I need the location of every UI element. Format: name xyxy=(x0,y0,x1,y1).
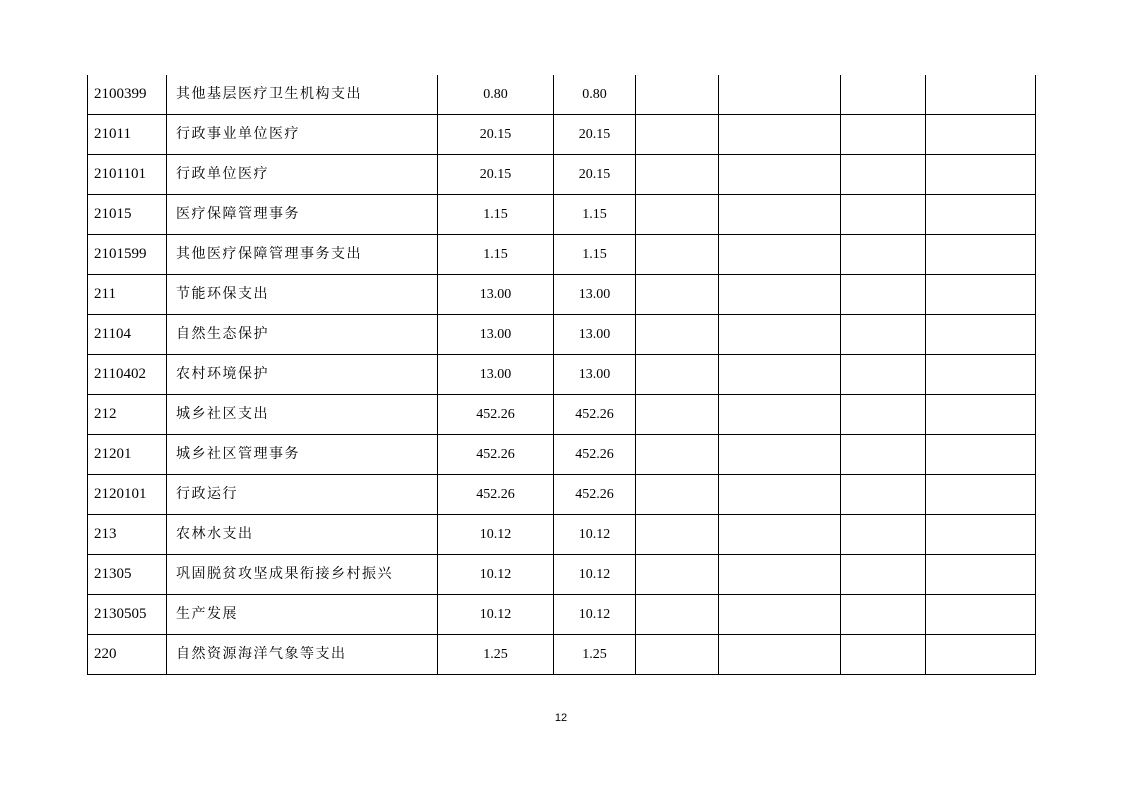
empty-cell xyxy=(841,555,926,595)
table-row xyxy=(88,235,1036,275)
empty-cell xyxy=(636,555,719,595)
subject-name-cell: 城乡社区管理事务 xyxy=(167,435,438,475)
empty-cell xyxy=(719,355,841,395)
amount-total-cell: 13.00 xyxy=(438,315,554,355)
empty-cell xyxy=(926,515,1036,555)
empty-cell xyxy=(719,75,841,115)
empty-cell xyxy=(636,395,719,435)
subject-name-cell: 其他医疗保障管理事务支出 xyxy=(167,235,438,275)
subject-name-cell: 生产发展 xyxy=(167,595,438,635)
subject-name-cell: 巩固脱贫攻坚成果衔接乡村振兴 xyxy=(167,555,438,595)
empty-cell xyxy=(841,635,926,675)
amount-basic-cell: 1.25 xyxy=(554,635,636,675)
empty-cell xyxy=(636,115,719,155)
subject-code-cell: 2110402 xyxy=(88,355,167,395)
empty-cell xyxy=(636,435,719,475)
empty-cell xyxy=(926,275,1036,315)
subject-code-cell: 21104 xyxy=(88,315,167,355)
empty-cell xyxy=(636,75,719,115)
amount-basic-cell: 10.12 xyxy=(554,595,636,635)
subject-code-cell: 211 xyxy=(88,275,167,315)
empty-cell xyxy=(841,275,926,315)
empty-cell xyxy=(841,435,926,475)
empty-cell xyxy=(841,235,926,275)
empty-cell xyxy=(841,315,926,355)
amount-basic-cell: 10.12 xyxy=(554,515,636,555)
amount-basic-cell: 1.15 xyxy=(554,235,636,275)
table-row xyxy=(88,435,1036,475)
empty-cell xyxy=(926,555,1036,595)
amount-basic-cell: 20.15 xyxy=(554,155,636,195)
empty-cell xyxy=(841,355,926,395)
empty-cell xyxy=(719,275,841,315)
table-row xyxy=(88,555,1036,595)
subject-name-cell: 医疗保障管理事务 xyxy=(167,195,438,235)
empty-cell xyxy=(636,515,719,555)
empty-cell xyxy=(719,555,841,595)
empty-cell xyxy=(926,395,1036,435)
table-row xyxy=(88,595,1036,635)
empty-cell xyxy=(841,195,926,235)
budget-expenditure-table xyxy=(87,75,1036,675)
subject-code-cell: 213 xyxy=(88,515,167,555)
amount-total-cell: 1.15 xyxy=(438,195,554,235)
empty-cell xyxy=(636,595,719,635)
amount-total-cell: 1.25 xyxy=(438,635,554,675)
empty-cell xyxy=(719,435,841,475)
amount-basic-cell: 452.26 xyxy=(554,475,636,515)
amount-basic-cell: 452.26 xyxy=(554,435,636,475)
amount-total-cell: 10.12 xyxy=(438,515,554,555)
empty-cell xyxy=(926,315,1036,355)
subject-name-cell: 自然资源海洋气象等支出 xyxy=(167,635,438,675)
amount-total-cell: 10.12 xyxy=(438,595,554,635)
subject-name-cell: 农村环境保护 xyxy=(167,355,438,395)
table-row xyxy=(88,635,1036,675)
amount-basic-cell: 13.00 xyxy=(554,275,636,315)
subject-name-cell: 城乡社区支出 xyxy=(167,395,438,435)
subject-code-cell: 21305 xyxy=(88,555,167,595)
subject-name-cell: 自然生态保护 xyxy=(167,315,438,355)
amount-basic-cell: 20.15 xyxy=(554,115,636,155)
amount-total-cell: 452.26 xyxy=(438,435,554,475)
subject-name-cell: 农林水支出 xyxy=(167,515,438,555)
subject-code-cell: 2101599 xyxy=(88,235,167,275)
subject-code-cell: 2100399 xyxy=(88,75,167,115)
amount-basic-cell: 452.26 xyxy=(554,395,636,435)
amount-total-cell: 13.00 xyxy=(438,355,554,395)
subject-name-cell: 行政事业单位医疗 xyxy=(167,115,438,155)
table-row xyxy=(88,195,1036,235)
empty-cell xyxy=(841,395,926,435)
empty-cell xyxy=(841,75,926,115)
empty-cell xyxy=(926,355,1036,395)
empty-cell xyxy=(636,275,719,315)
subject-name-cell: 其他基层医疗卫生机构支出 xyxy=(167,75,438,115)
empty-cell xyxy=(926,435,1036,475)
empty-cell xyxy=(841,595,926,635)
table-row xyxy=(88,115,1036,155)
table-row xyxy=(88,395,1036,435)
empty-cell xyxy=(841,515,926,555)
empty-cell xyxy=(719,195,841,235)
empty-cell xyxy=(926,155,1036,195)
subject-name-cell: 节能环保支出 xyxy=(167,275,438,315)
amount-total-cell: 20.15 xyxy=(438,155,554,195)
empty-cell xyxy=(926,475,1036,515)
subject-code-cell: 21201 xyxy=(88,435,167,475)
amount-total-cell: 20.15 xyxy=(438,115,554,155)
amount-basic-cell: 0.80 xyxy=(554,75,636,115)
empty-cell xyxy=(636,235,719,275)
empty-cell xyxy=(719,115,841,155)
empty-cell xyxy=(841,155,926,195)
empty-cell xyxy=(719,235,841,275)
amount-basic-cell: 1.15 xyxy=(554,195,636,235)
table-row xyxy=(88,515,1036,555)
subject-code-cell: 21015 xyxy=(88,195,167,235)
table-row xyxy=(88,475,1036,515)
amount-total-cell: 452.26 xyxy=(438,395,554,435)
empty-cell xyxy=(719,635,841,675)
empty-cell xyxy=(719,475,841,515)
empty-cell xyxy=(926,235,1036,275)
amount-total-cell: 452.26 xyxy=(438,475,554,515)
empty-cell xyxy=(926,75,1036,115)
empty-cell xyxy=(719,595,841,635)
empty-cell xyxy=(636,475,719,515)
subject-code-cell: 220 xyxy=(88,635,167,675)
empty-cell xyxy=(719,395,841,435)
amount-basic-cell: 13.00 xyxy=(554,355,636,395)
empty-cell xyxy=(926,635,1036,675)
amount-total-cell: 10.12 xyxy=(438,555,554,595)
empty-cell xyxy=(636,195,719,235)
empty-cell xyxy=(636,155,719,195)
page-number: 12 xyxy=(554,712,568,724)
table-body xyxy=(88,75,1036,675)
empty-cell xyxy=(841,115,926,155)
empty-cell xyxy=(926,195,1036,235)
empty-cell xyxy=(636,355,719,395)
subject-code-cell: 2130505 xyxy=(88,595,167,635)
table-row xyxy=(88,315,1036,355)
empty-cell xyxy=(636,315,719,355)
table-row xyxy=(88,155,1036,195)
amount-basic-cell: 13.00 xyxy=(554,315,636,355)
budget-table-container xyxy=(87,75,1035,675)
empty-cell xyxy=(926,595,1036,635)
amount-total-cell: 0.80 xyxy=(438,75,554,115)
subject-name-cell: 行政运行 xyxy=(167,475,438,515)
empty-cell xyxy=(719,515,841,555)
amount-total-cell: 13.00 xyxy=(438,275,554,315)
subject-name-cell: 行政单位医疗 xyxy=(167,155,438,195)
amount-basic-cell: 10.12 xyxy=(554,555,636,595)
empty-cell xyxy=(719,315,841,355)
subject-code-cell: 212 xyxy=(88,395,167,435)
table-row xyxy=(88,275,1036,315)
empty-cell xyxy=(719,155,841,195)
subject-code-cell: 21011 xyxy=(88,115,167,155)
empty-cell xyxy=(926,115,1036,155)
amount-total-cell: 1.15 xyxy=(438,235,554,275)
empty-cell xyxy=(841,475,926,515)
subject-code-cell: 2101101 xyxy=(88,155,167,195)
subject-code-cell: 2120101 xyxy=(88,475,167,515)
table-row xyxy=(88,75,1036,115)
table-row xyxy=(88,355,1036,395)
empty-cell xyxy=(636,635,719,675)
